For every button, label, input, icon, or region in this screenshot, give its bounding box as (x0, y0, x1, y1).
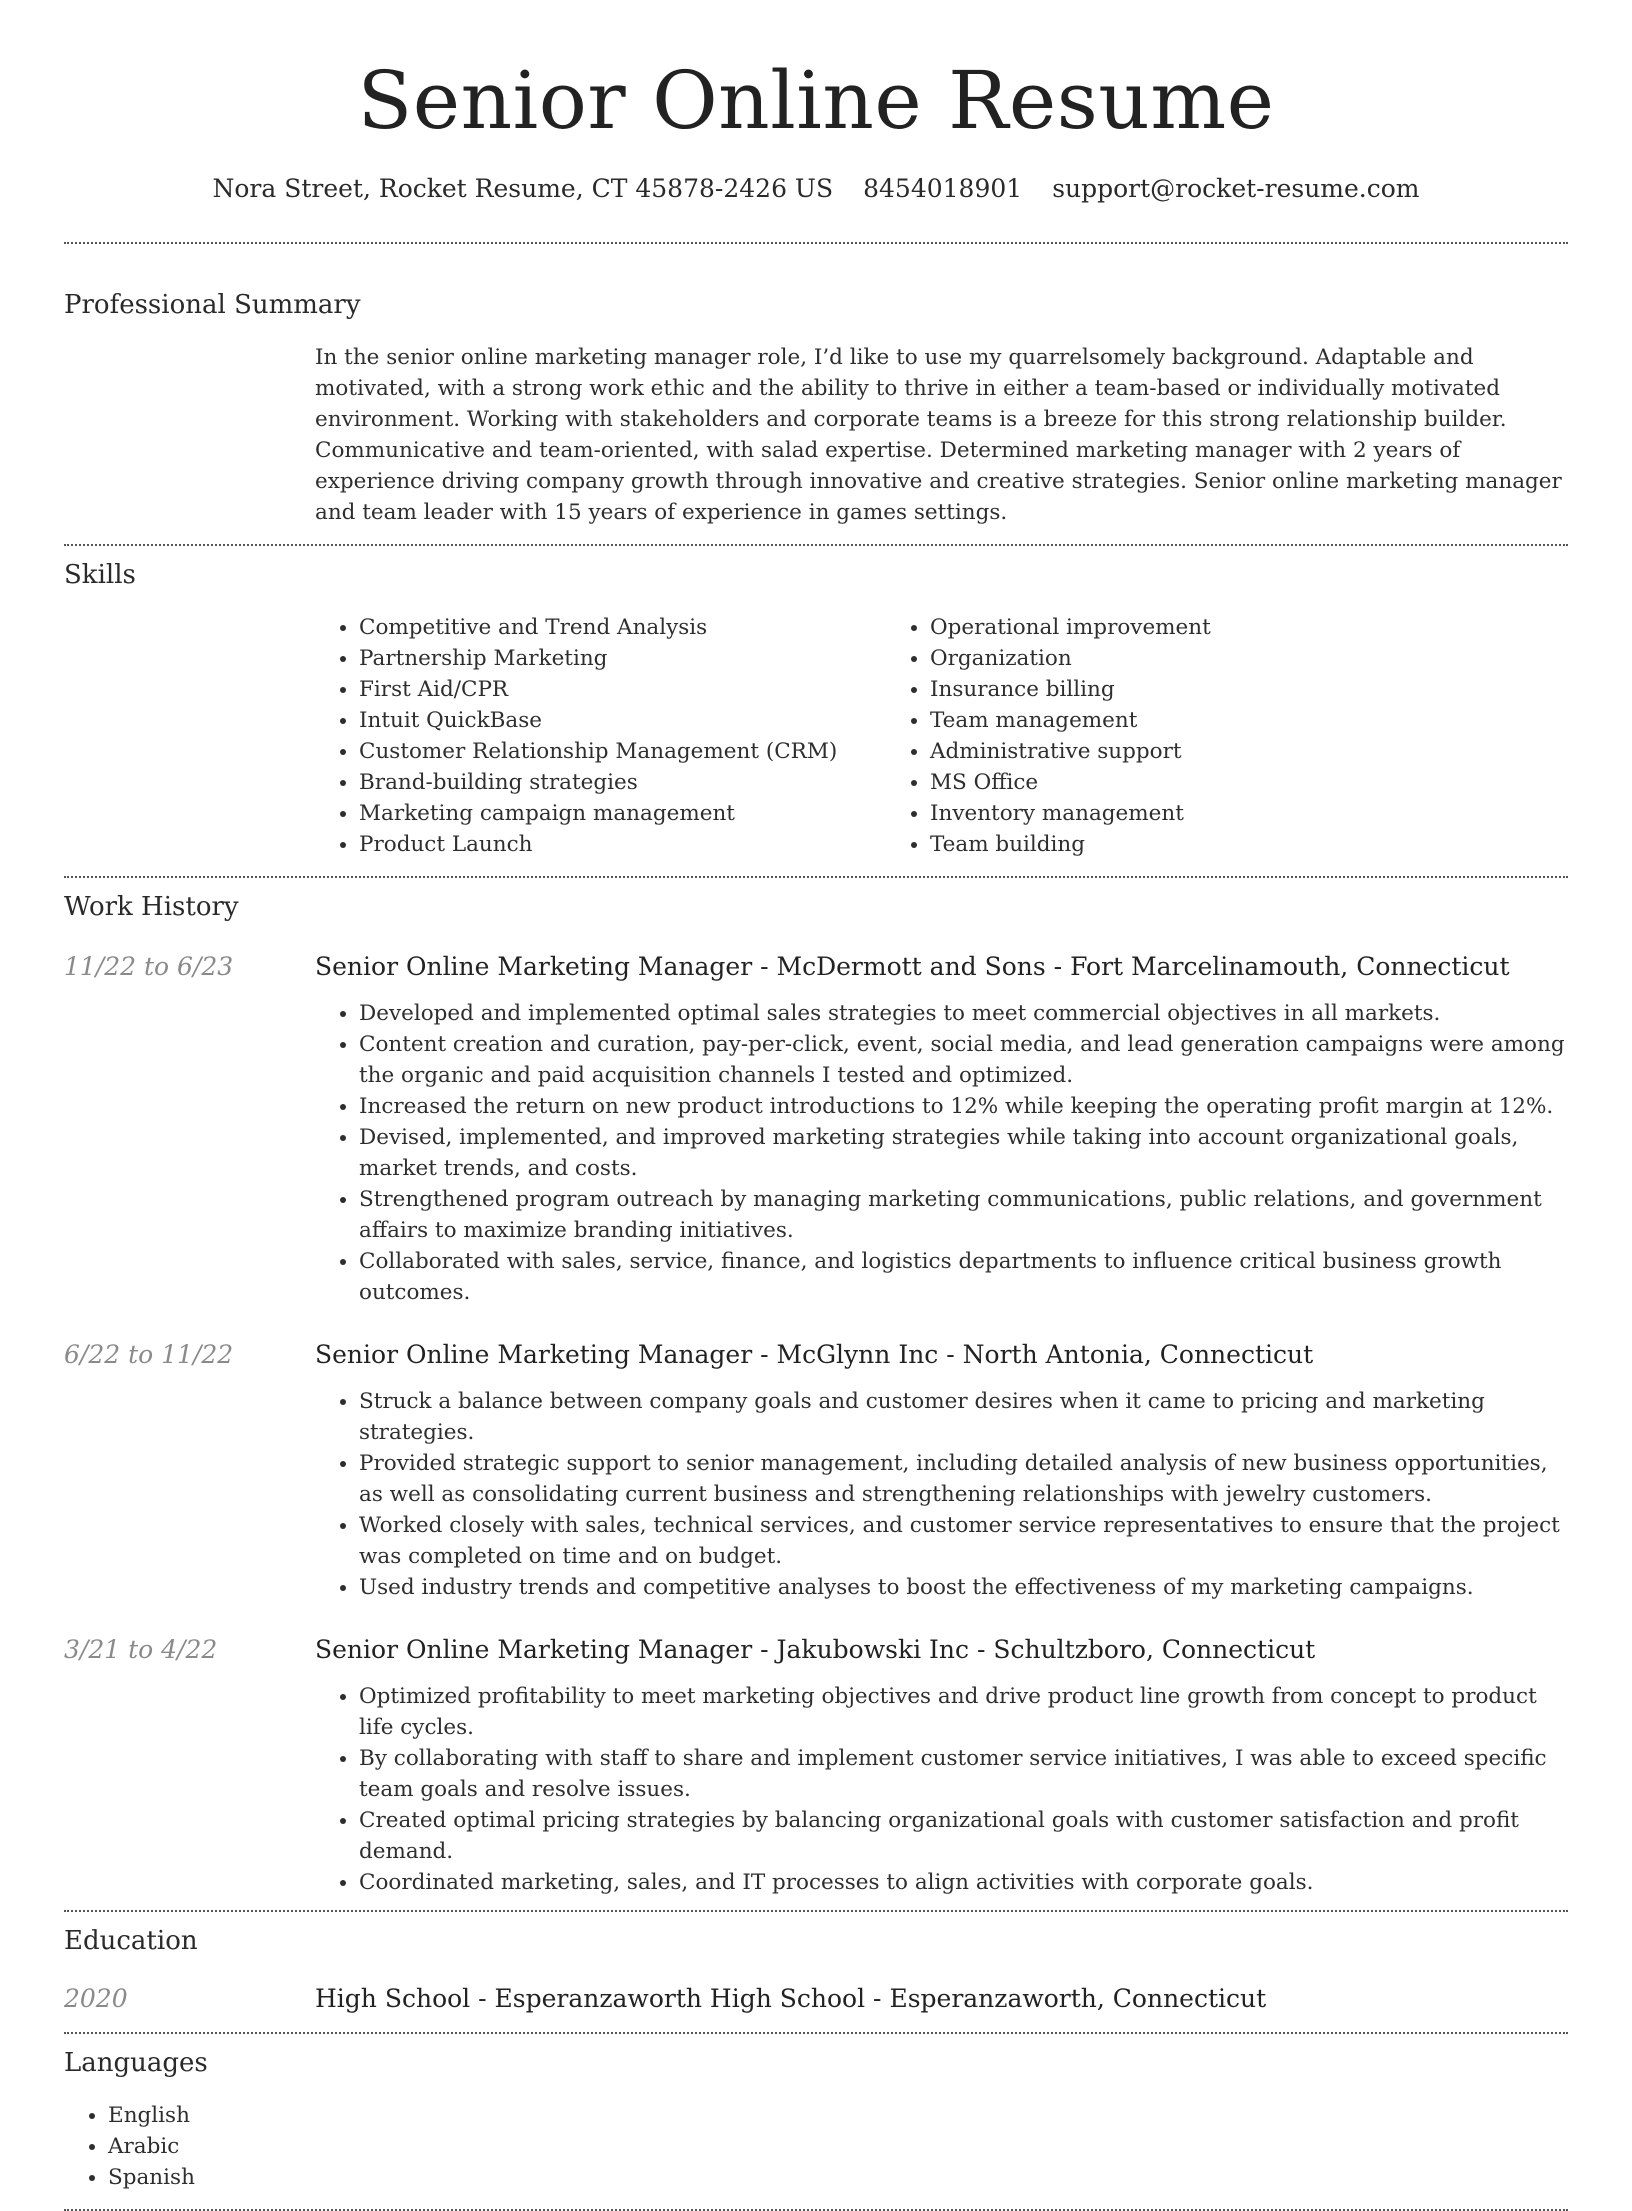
language-item: • Spanish (108, 2162, 1568, 2193)
skill-item: • First Aid/CPR (359, 674, 886, 705)
job-entry (64, 950, 1568, 1308)
candidate-name: Senior Online Resume (357, 54, 1275, 147)
language-item: • Arabic (108, 2131, 1568, 2162)
languages-section (64, 2034, 1568, 2209)
skills-list-right (886, 612, 1456, 860)
skill-item: • Insurance billing (930, 674, 1456, 705)
job-heading: Senior Online Marketing Manager - McDermott and Sons - Fort Marcelinamouth, Connecticut (315, 952, 1510, 981)
job-bullet: • Increased the return on new product introductions to 12% while keeping the operating profit margin at 12%. (359, 1091, 1568, 1122)
job-bullet: • Worked closely with sales, technical services, and customer service representatives to ensure that the project was completed on time and on budget. (359, 1510, 1568, 1572)
skill-item: • Organization (930, 643, 1456, 674)
skill-item: • Operational improvement (930, 612, 1456, 643)
address-text: Nora Street, Rocket Resume, CT 45878-2426 US (212, 174, 834, 203)
skill-item: • Intuit QuickBase (359, 705, 886, 736)
skill-item: • Product Launch (359, 829, 886, 860)
skills-section (64, 546, 1568, 876)
job-bullets (315, 1386, 1568, 1603)
skill-item: • Competitive and Trend Analysis (359, 612, 886, 643)
section-title: Languages (64, 2048, 208, 2078)
job-bullet: • Content creation and curation, pay-per-click, event, social media, and lead generation campaigns were among the organic and paid acquisition channels I tested and optimized. (359, 1029, 1568, 1091)
job-bullet: • Coordinated marketing, sales, and IT processes to align activities with corporate goals. (359, 1867, 1568, 1898)
job-entry (64, 1633, 1568, 1898)
skill-item: • Marketing campaign management (359, 798, 886, 829)
education-year: 2020 (64, 1984, 128, 2013)
education-section (64, 1912, 1568, 2032)
job-bullet: • Provided strategic support to senior management, including detailed analysis of new business opportunities, as well as consolidating current business and strengthening relationships with jewelry customers. (359, 1448, 1568, 1510)
job-bullet: • Strengthened program outreach by managing marketing communications, public relations, and government affairs to maximize branding initiatives. (359, 1184, 1568, 1246)
language-item: • English (108, 2100, 1568, 2131)
resume-header (64, 0, 1568, 206)
languages-list (64, 2100, 1568, 2193)
skills-list-left (315, 612, 886, 860)
skill-item: • Team management (930, 705, 1456, 736)
job-bullet: • Devised, implemented, and improved marketing strategies while taking into account organizational goals, market trends, and costs. (359, 1122, 1568, 1184)
skill-item: • Administrative support (930, 736, 1456, 767)
skill-item: • Inventory management (930, 798, 1456, 829)
skill-item: • Team building (930, 829, 1456, 860)
job-details (315, 1633, 1568, 1898)
professional-summary-section (64, 244, 1568, 544)
job-bullet: • Optimized profitability to meet marketing objectives and drive product line growth from concept to product life cycles. (359, 1681, 1568, 1743)
skill-item: • Customer Relationship Management (CRM) (359, 736, 886, 767)
contact-line (64, 172, 1568, 206)
job-bullets (315, 1681, 1568, 1898)
phone-text: 8454018901 (863, 174, 1023, 203)
job-heading: Senior Online Marketing Manager - McGlynn Inc - North Antonia, Connecticut (315, 1340, 1314, 1369)
education-entry (64, 1982, 1568, 2016)
skill-item: • Brand-building strategies (359, 767, 886, 798)
section-title: Education (64, 1926, 198, 1956)
job-bullet: • Created optimal pricing strategies by balancing organizational goals with customer satisfaction and profit demand. (359, 1805, 1568, 1867)
work-history-section (64, 878, 1568, 1910)
skill-item: • MS Office (930, 767, 1456, 798)
job-bullet: • Developed and implemented optimal sales strategies to meet commercial objectives in all markets. (359, 998, 1568, 1029)
education-heading: High School - Esperanzaworth High School - Esperanzaworth, Connecticut (315, 1984, 1267, 2013)
section-title: Work History (64, 892, 239, 922)
section-title: Skills (64, 560, 136, 590)
job-heading: Senior Online Marketing Manager - Jakubowski Inc - Schultzboro, Connecticut (315, 1635, 1316, 1664)
job-dates: 11/22 to 6/23 (64, 952, 234, 981)
job-bullet: • By collaborating with staff to share and implement customer service initiatives, I was able to exceed specific team goals and resolve issues. (359, 1743, 1568, 1805)
job-dates: 6/22 to 11/22 (64, 1340, 234, 1369)
email-text: support@rocket-resume.com (1052, 174, 1420, 203)
job-bullet: • Collaborated with sales, service, finance, and logistics departments to influence critical business growth outcomes. (359, 1246, 1568, 1308)
summary-text: In the senior online marketing manager role, I’d like to use my quarrelsomely background. Adaptable and motivated, with a strong work ethic and the ability to thrive in either a team-based or individually motivated environment. Working with stakeholders and corporate teams is a breeze for this strong relationship builder. Communicative and team-oriented, with salad expertise. Determined marketing manager with 2 years of experience driving company growth through innovative and creative strategies. Senior online marketing manager and team leader with 15 years of experience in games settings. (315, 345, 1562, 525)
job-bullets (315, 998, 1568, 1308)
job-details (315, 1338, 1568, 1603)
job-bullet: • Used industry trends and competitive analyses to boost the effectiveness of my marketing campaigns. (359, 1572, 1568, 1603)
section-title: Professional Summary (64, 290, 361, 320)
job-dates: 3/21 to 4/22 (64, 1635, 218, 1664)
job-bullet: • Struck a balance between company goals and customer desires when it came to pricing and marketing strategies. (359, 1386, 1568, 1448)
job-entry (64, 1338, 1568, 1603)
skill-item: • Partnership Marketing (359, 643, 886, 674)
skills-grid (315, 612, 1568, 860)
job-details (315, 950, 1568, 1308)
